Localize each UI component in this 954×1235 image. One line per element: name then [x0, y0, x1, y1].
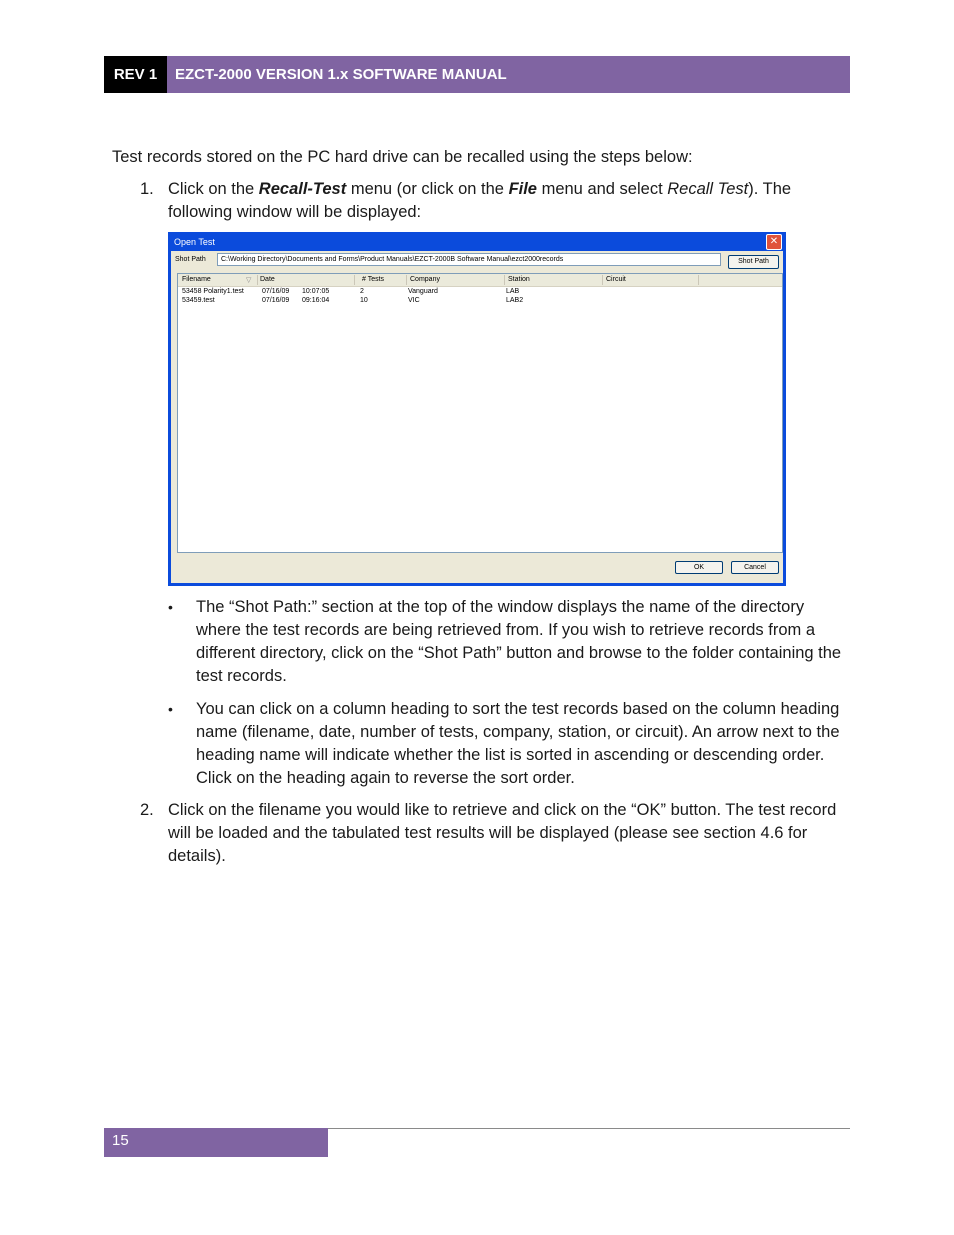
cell-date: 07/16/09 [262, 288, 290, 295]
cell-company: Vanguard [408, 288, 438, 295]
list-header [178, 274, 782, 287]
footer-rule [328, 1128, 850, 1129]
column-divider[interactable] [504, 275, 505, 285]
revision-label: REV 1 [104, 56, 167, 93]
bullet-text: The “Shot Path:” section at the top of the window displays the name of the directory where the test records are being retrieved from. If you wish to retrieve records from a different directory, click on the “Shot Path” button and browse to the folder containing the test records. [196, 598, 842, 685]
cell-tests: 2 [360, 288, 364, 295]
table-row[interactable] [178, 288, 782, 297]
column-divider[interactable] [354, 275, 355, 285]
dialog-client [171, 251, 783, 583]
step-1 [140, 178, 840, 224]
shot-path-field[interactable]: C:\Working Directory\Documents and Forms\Product Manuals\EZCT-2000B Software Manual\ezct2000records [217, 253, 721, 266]
cell-company: VIC [408, 297, 420, 304]
page-header [104, 56, 850, 93]
open-test-dialog [168, 232, 786, 586]
column-tests[interactable]: # Tests [362, 276, 385, 283]
column-station[interactable]: Station [508, 276, 530, 283]
bullet-sort-columns [168, 698, 844, 790]
close-icon[interactable]: ✕ [766, 234, 782, 250]
text-run: menu (or click on the [346, 180, 509, 198]
cancel-button[interactable]: Cancel [731, 561, 779, 574]
column-divider[interactable] [698, 275, 699, 285]
column-company[interactable]: Company [410, 276, 440, 283]
cell-time: 09:16:04 [302, 297, 330, 304]
bullet-glyph: • [168, 599, 173, 615]
column-divider[interactable] [406, 275, 407, 285]
shot-path-button[interactable]: Shot Path [728, 255, 779, 269]
text-run: menu and select [537, 180, 668, 198]
cell-date: 07/16/09 [262, 297, 290, 304]
sort-arrow-icon: ▽ [246, 277, 252, 284]
cell-station: LAB2 [506, 297, 524, 304]
step-number: 1. [140, 180, 154, 198]
intro-paragraph: Test records stored on the PC hard drive can be recalled using the steps below: [112, 148, 693, 166]
test-records-list[interactable] [177, 273, 783, 553]
recall-test-menu-ref: Recall-Test [258, 180, 347, 198]
ok-button[interactable]: OK [675, 561, 723, 574]
cell-filename: 53458 Polarity1.test [182, 288, 244, 295]
text-run: ). The following window will be displayed: [168, 180, 792, 221]
column-circuit[interactable]: Circuit [606, 276, 626, 283]
step-text: Click on the filename you would like to retrieve and click on the “OK” button. The test record will be loaded and the tabulated test results will be displayed (please see section 4.6 for details). [168, 801, 837, 865]
dialog-title: Open Test [174, 236, 215, 247]
text-run: Click on the [168, 180, 259, 198]
column-filename[interactable]: Filename [182, 276, 211, 283]
recall-test-item-ref: Recall Test [667, 180, 749, 198]
bullet-shot-path [168, 596, 844, 688]
column-divider[interactable] [257, 275, 258, 285]
dialog-titlebar [171, 232, 783, 251]
table-row[interactable] [178, 297, 782, 306]
column-divider[interactable] [602, 275, 603, 285]
cell-filename: 53459.test [182, 297, 215, 304]
cell-time: 10:07:05 [302, 288, 330, 295]
step-2 [140, 799, 840, 868]
bullet-glyph: • [168, 701, 173, 717]
cell-tests: 10 [360, 297, 368, 304]
cell-station: LAB [506, 288, 520, 295]
step-number: 2. [140, 801, 154, 819]
column-date[interactable]: Date [260, 276, 275, 283]
manual-title: EZCT-2000 VERSION 1.x SOFTWARE MANUAL [167, 56, 850, 93]
page-number: 15 [104, 1128, 328, 1157]
bullet-text: You can click on a column heading to sort the test records based on the column heading name (filename, date, number of tests, company, station, or circuit). An arrow next to the heading name will indicate whether the list is sorted in ascending or descending order. Click on the heading again to reverse the sort order. [196, 700, 840, 787]
shot-path-label: Shot Path [175, 256, 206, 263]
step-text [168, 178, 840, 224]
file-menu-ref: File [508, 180, 537, 198]
